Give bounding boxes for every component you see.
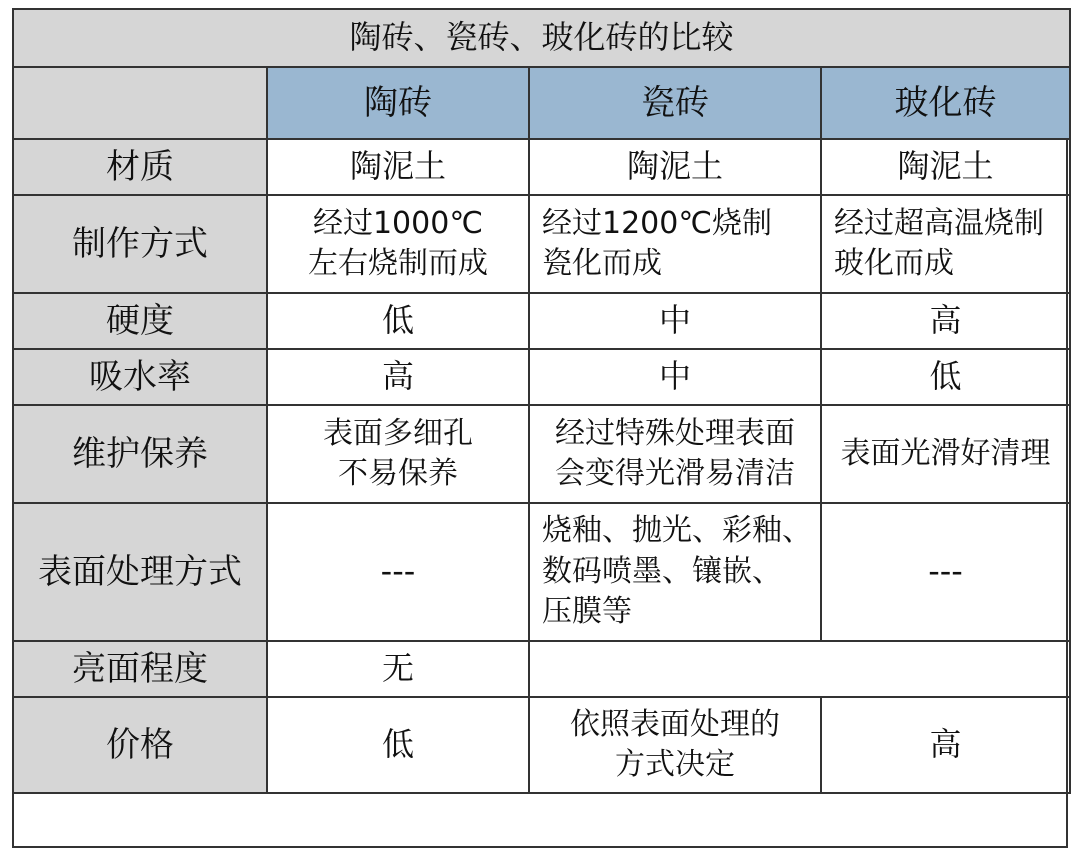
header-corner-cell bbox=[13, 67, 267, 139]
cell-absorption-bohuazhuan: 低 bbox=[821, 349, 1070, 405]
header-taozhuan: 陶砖 bbox=[267, 67, 529, 139]
cell-gloss-taozhuan: 无 bbox=[267, 641, 529, 697]
cell-hardness-bohuazhuan: 高 bbox=[821, 293, 1070, 349]
table-title: 陶砖、瓷砖、玻化砖的比较 bbox=[13, 9, 1070, 67]
cell-production-bohuazhuan bbox=[821, 195, 1070, 293]
cell-surface-cizhuan bbox=[529, 503, 821, 641]
cell-price-taozhuan: 低 bbox=[267, 697, 529, 793]
cell-line: 经过1000℃ bbox=[312, 205, 484, 241]
cell-line: 不易保养 bbox=[338, 456, 458, 491]
cell-line: 数码喷墨、镶嵌、 bbox=[542, 553, 782, 589]
table-row bbox=[13, 195, 1070, 293]
row-label-material: 材质 bbox=[13, 139, 267, 195]
cell-maintenance-taozhuan bbox=[267, 405, 529, 503]
row-label-surface: 表面处理方式 bbox=[13, 503, 267, 641]
cell-surface-taozhuan: --- bbox=[267, 503, 529, 641]
cell-gloss-cizhuan bbox=[529, 641, 1070, 697]
table-row bbox=[13, 503, 1070, 641]
cell-hardness-cizhuan: 中 bbox=[529, 293, 821, 349]
cell-price-bohuazhuan: 高 bbox=[821, 697, 1070, 793]
cell-price-cizhuan bbox=[529, 697, 821, 793]
cell-absorption-cizhuan: 中 bbox=[529, 349, 821, 405]
cell-material-bohuazhuan: 陶泥土 bbox=[821, 139, 1070, 195]
cell-surface-bohuazhuan: --- bbox=[821, 503, 1070, 641]
table-row bbox=[13, 405, 1070, 503]
header-bohuazhuan: 玻化砖 bbox=[821, 67, 1070, 139]
cell-hardness-taozhuan: 低 bbox=[267, 293, 529, 349]
row-label-gloss: 亮面程度 bbox=[13, 641, 267, 697]
cell-production-taozhuan bbox=[267, 195, 529, 293]
cell-line: 左右烧制而成 bbox=[308, 246, 488, 281]
cell-maintenance-bohuazhuan: 表面光滑好清理 bbox=[821, 405, 1070, 503]
row-label-absorption: 吸水率 bbox=[13, 349, 267, 405]
cell-line: 经过超高温烧制 bbox=[834, 205, 1044, 241]
cell-line: 依照表面处理的 bbox=[570, 706, 780, 742]
row-label-price: 价格 bbox=[13, 697, 267, 793]
row-label-maintenance: 维护保养 bbox=[13, 405, 267, 503]
cell-maintenance-cizhuan bbox=[529, 405, 821, 503]
table-row bbox=[13, 293, 1070, 349]
header-cizhuan: 瓷砖 bbox=[529, 67, 821, 139]
cell-absorption-taozhuan: 高 bbox=[267, 349, 529, 405]
cell-line: 表面多细孔 bbox=[323, 415, 473, 451]
cell-line: 玻化而成 bbox=[834, 246, 954, 281]
cell-material-cizhuan: 陶泥土 bbox=[529, 139, 821, 195]
table-row bbox=[13, 349, 1070, 405]
title-row bbox=[13, 9, 1070, 67]
cell-line: 会变得光滑易清洁 bbox=[555, 456, 795, 491]
row-label-hardness: 硬度 bbox=[13, 293, 267, 349]
header-row bbox=[13, 67, 1070, 139]
cell-line: 瓷化而成 bbox=[542, 246, 662, 281]
cell-line: 方式决定 bbox=[615, 747, 735, 782]
cell-line: 压膜等 bbox=[542, 594, 632, 630]
cell-line: 烧釉、抛光、彩釉、 bbox=[542, 513, 812, 549]
cell-material-taozhuan: 陶泥土 bbox=[267, 139, 529, 195]
comparison-table bbox=[12, 8, 1071, 794]
cell-line: 经过1200℃烧制 bbox=[542, 205, 773, 241]
table-row bbox=[13, 641, 1070, 697]
table-row bbox=[13, 697, 1070, 793]
cell-production-cizhuan bbox=[529, 195, 821, 293]
table-row bbox=[13, 139, 1070, 195]
cell-line: 经过特殊处理表面 bbox=[555, 415, 795, 451]
row-label-production: 制作方式 bbox=[13, 195, 267, 293]
